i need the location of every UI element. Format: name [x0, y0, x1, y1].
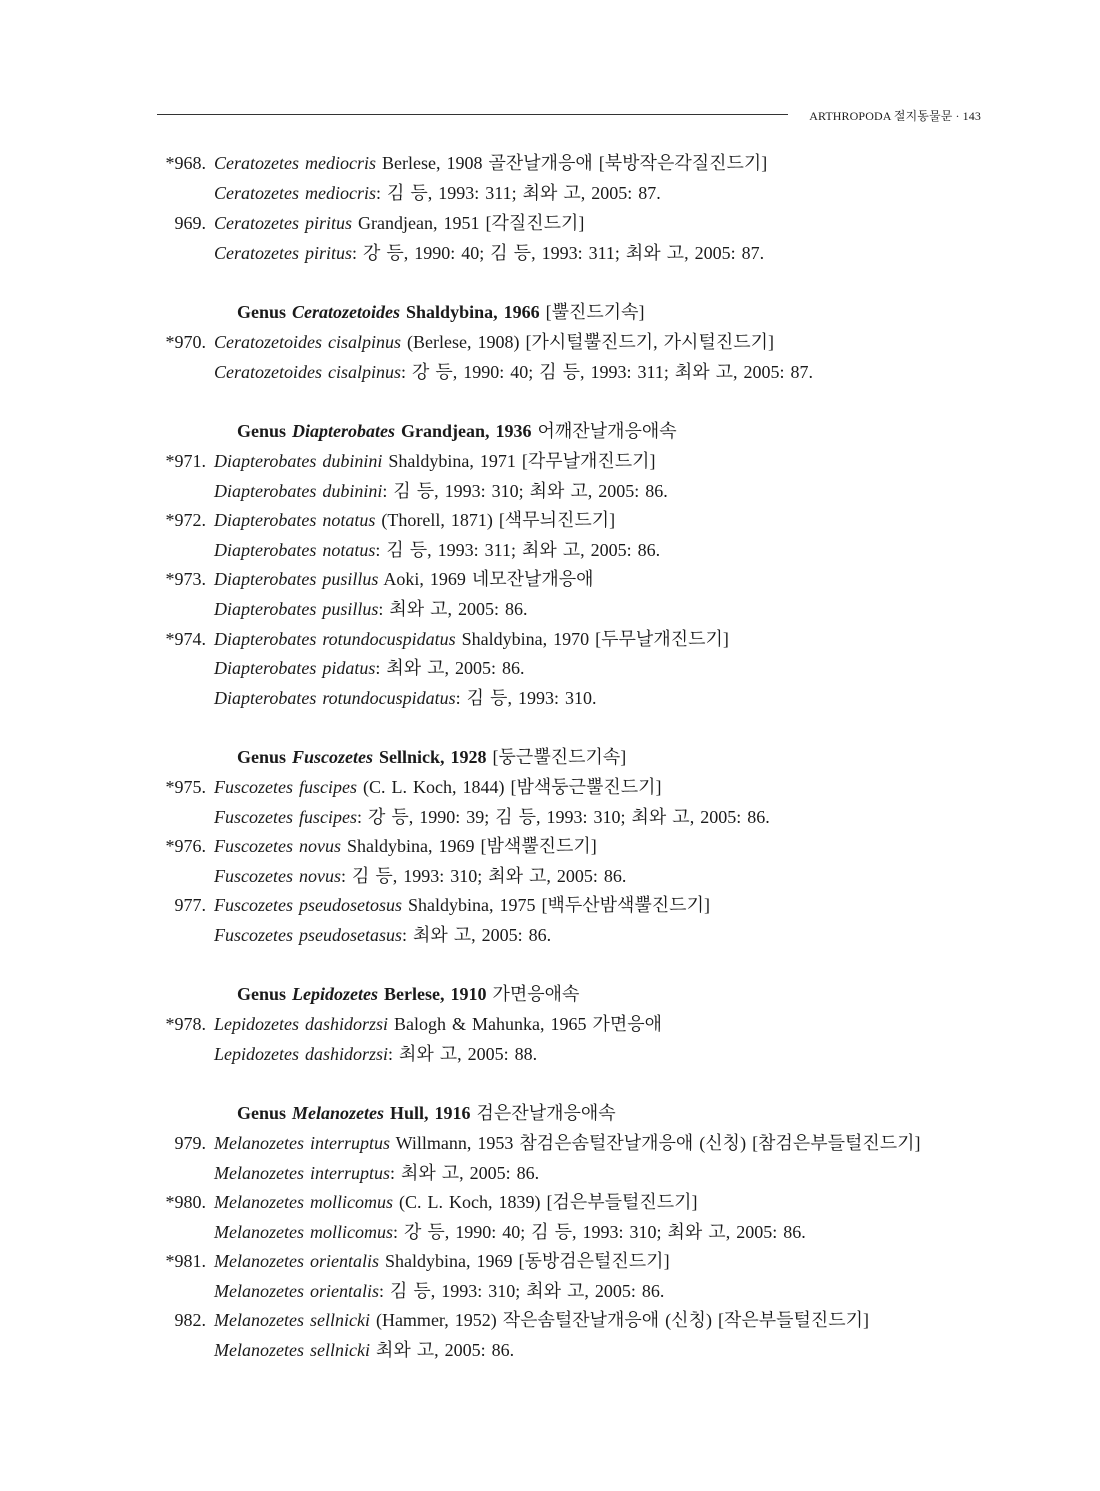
genus-name: Melanozetes [292, 1103, 385, 1123]
synonym-text [214, 1280, 664, 1302]
synonym-citations: : 김 등, 1993: 310; 최와 고, 2005: 86. [378, 1281, 665, 1301]
species-authority: (C. L. Koch, 1839) [검은부들털진드기] [392, 1192, 698, 1212]
entry-number: *975. [165, 777, 206, 797]
running-head: ARTHROPODA 절지동물문 · 143 [809, 109, 981, 123]
genus-name: Fuscozetes [292, 747, 374, 767]
species-authority: Shaldybina, 1975 [백두산밤색뿔진드기] [401, 895, 710, 915]
species-authority: Balogh & Mahunka, 1965 가면응애 [388, 1014, 663, 1034]
synonym-text [214, 924, 551, 946]
genus-prefix: Genus [237, 984, 293, 1004]
species-name: Melanozetes mollicomus [214, 1192, 393, 1212]
species-name: Melanozetes interruptus [214, 1133, 390, 1153]
entry-number: *978. [165, 1014, 206, 1034]
species-name: Melanozetes sellnicki [214, 1310, 370, 1330]
entry-text [214, 776, 662, 798]
synonym-citations: : 최와 고, 2005: 86. [389, 1163, 540, 1183]
header-rule [157, 114, 788, 115]
genus-heading-text [237, 301, 645, 323]
species-name: Diapterobates notatus [214, 510, 376, 530]
genus-heading-text [237, 1102, 616, 1124]
entry-text [214, 509, 615, 531]
species-name: Melanozetes orientalis [214, 1251, 379, 1271]
entry-text [214, 1013, 662, 1035]
species-authority: Shaldybina, 1969 [동방검은털진드기] [378, 1251, 670, 1271]
genus-korean-name: [둥근뿔진드기속] [486, 747, 627, 767]
entry-text [214, 1191, 698, 1213]
genus-authority: Berlese, 1910 [378, 984, 487, 1004]
synonym-text [214, 480, 668, 502]
genus-heading-text [237, 420, 677, 442]
species-name: Fuscozetes pseudosetosus [214, 895, 402, 915]
entry-number: *972. [165, 510, 206, 530]
entry-text [214, 894, 710, 916]
synonym-text [214, 657, 525, 679]
entry-text [214, 450, 656, 472]
genus-name: Diapterobates [292, 421, 396, 441]
synonym-citations: : 강 등, 1990: 40; 김 등, 1993: 310; 최와 고, 2005: 86. [392, 1222, 806, 1242]
species-authority: Willmann, 1953 참검은솜털잔날개응애 (신칭) [참검은부들털진드기] [389, 1133, 921, 1153]
entry-text [214, 1132, 921, 1154]
species-name: Lepidozetes dashidorzsi [214, 1014, 389, 1034]
synonym-name: Diapterobates rotundocuspidatus [214, 688, 456, 708]
species-authority: Shaldybina, 1970 [두무날개진드기] [455, 629, 729, 649]
synonym-citations: : 강 등, 1990: 39; 김 등, 1993: 310; 최와 고, 2005: 86. [356, 807, 770, 827]
synonym-text [214, 687, 596, 709]
entry-number: *968. [165, 153, 206, 173]
entry-text [214, 331, 774, 353]
entry-number: 969. [174, 213, 206, 233]
synonym-text [214, 865, 626, 887]
synonym-name: Melanozetes interruptus [214, 1163, 390, 1183]
species-name: Ceratozetes piritus [214, 213, 353, 233]
genus-prefix: Genus [237, 302, 293, 322]
synonym-citations: : 김 등, 1993: 310; 최와 고, 2005: 86. [382, 481, 668, 501]
entry-text [214, 1250, 670, 1272]
species-authority: (Berlese, 1908) [가시털뿔진드기, 가시털진드기] [401, 332, 774, 352]
genus-name: Ceratozetoides [292, 302, 401, 322]
synonym-name: Ceratozetes piritus [214, 243, 353, 263]
genus-korean-name: 어깨잔날개응애속 [531, 421, 677, 441]
synonym-text [214, 1162, 539, 1184]
synonym-name: Fuscozetes fuscipes [214, 807, 357, 827]
genus-prefix: Genus [237, 747, 293, 767]
entry-number: *971. [165, 451, 206, 471]
genus-korean-name: [뿔진드기속] [539, 302, 645, 322]
synonym-citations: : 김 등, 1993: 310; 최와 고, 2005: 86. [340, 866, 627, 886]
species-name: Diapterobates dubinini [214, 451, 383, 471]
synonym-citations: : 김 등, 1993: 311; 최와 고, 2005: 87. [375, 183, 661, 203]
genus-name: Lepidozetes [292, 984, 379, 1004]
species-authority: Grandjean, 1951 [각질진드기] [352, 213, 585, 233]
species-authority: (Thorell, 1871) [색무늬진드기] [375, 510, 616, 530]
genus-authority: Hull, 1916 [384, 1103, 471, 1123]
entry-number: *976. [165, 836, 206, 856]
genus-prefix: Genus [237, 421, 293, 441]
species-authority: Berlese, 1908 골잔날개응애 [북방작은각질진드기] [375, 153, 768, 173]
entry-text [214, 1309, 869, 1331]
species-name: Diapterobates rotundocuspidatus [214, 629, 456, 649]
species-authority: (Hammer, 1952) 작은솜털잔날개응애 (신칭) [작은부들털진드기] [369, 1310, 870, 1330]
entry-number: 982. [174, 1310, 206, 1330]
synonym-citations: : 강 등, 1990: 40; 김 등, 1993: 311; 최와 고, 2005: 87. [352, 243, 765, 263]
genus-authority: Sellnick, 1928 [373, 747, 487, 767]
entry-number: 979. [174, 1133, 206, 1153]
entry-number: *974. [165, 629, 206, 649]
synonym-citations: : 강 등, 1990: 40; 김 등, 1993: 311; 최와 고, 2005: 87. [401, 362, 814, 382]
synonym-citations: 최와 고, 2005: 86. [369, 1340, 515, 1360]
entry-number: *980. [165, 1192, 206, 1212]
synonym-citations: : 최와 고, 2005: 86. [401, 925, 552, 945]
species-name: Fuscozetes fuscipes [214, 777, 357, 797]
synonym-citations: : 김 등, 1993: 311; 최와 고, 2005: 86. [375, 540, 661, 560]
species-authority: Aoki, 1969 네모잔날개응애 [378, 569, 594, 589]
synonym-citations: : 최와 고, 2005: 88. [388, 1044, 538, 1064]
entry-number: 977. [174, 895, 206, 915]
species-name: Fuscozetes novus [214, 836, 341, 856]
species-name: Ceratozetes mediocris [214, 153, 376, 173]
genus-heading-text [237, 746, 626, 768]
genus-korean-name: 가면응애속 [486, 984, 580, 1004]
synonym-citations: : 최와 고, 2005: 86. [378, 599, 528, 619]
synonym-text [214, 361, 813, 383]
synonym-text [214, 182, 661, 204]
synonym-text [214, 598, 528, 620]
synonym-name: Lepidozetes dashidorzsi [214, 1044, 389, 1064]
genus-prefix: Genus [237, 1103, 293, 1123]
entry-number: *981. [165, 1251, 206, 1271]
entry-text [214, 212, 584, 234]
synonym-text [214, 1221, 806, 1243]
species-authority: Shaldybina, 1971 [각무날개진드기] [382, 451, 656, 471]
synonym-name: Melanozetes orientalis [214, 1281, 379, 1301]
synonym-name: Ceratozetoides cisalpinus [214, 362, 401, 382]
entry-text [214, 628, 729, 650]
species-authority: Shaldybina, 1969 [밤색뿔진드기] [340, 836, 597, 856]
synonym-name: Melanozetes sellnicki [214, 1340, 370, 1360]
synonym-name: Melanozetes mollicomus [214, 1222, 393, 1242]
synonym-name: Diapterobates dubinini [214, 481, 383, 501]
synonym-name: Fuscozetes pseudosetasus [214, 925, 402, 945]
species-name: Diapterobates pusillus [214, 569, 379, 589]
synonym-name: Ceratozetes mediocris [214, 183, 376, 203]
species-name: Ceratozetoides cisalpinus [214, 332, 401, 352]
genus-authority: Grandjean, 1936 [395, 421, 532, 441]
synonym-citations: : 최와 고, 2005: 86. [375, 658, 525, 678]
genus-korean-name: 검은잔날개응애속 [470, 1103, 616, 1123]
synonym-name: Diapterobates pusillus [214, 599, 379, 619]
entry-text [214, 568, 594, 590]
synonym-text [214, 242, 764, 264]
entry-text [214, 835, 597, 857]
synonym-text [214, 1339, 514, 1361]
synonym-name: Diapterobates pidatus [214, 658, 376, 678]
entry-number: *973. [165, 569, 206, 589]
synonym-text [214, 806, 770, 828]
entry-text [214, 152, 767, 174]
synonym-citations: : 김 등, 1993: 310. [455, 688, 597, 708]
synonym-text [214, 539, 660, 561]
synonym-name: Fuscozetes novus [214, 866, 341, 886]
entry-number: *970. [165, 332, 206, 352]
synonym-text [214, 1043, 537, 1065]
genus-heading-text [237, 983, 579, 1005]
genus-authority: Shaldybina, 1966 [400, 302, 540, 322]
species-authority: (C. L. Koch, 1844) [밤색둥근뿔진드기] [356, 777, 662, 797]
synonym-name: Diapterobates notatus [214, 540, 376, 560]
